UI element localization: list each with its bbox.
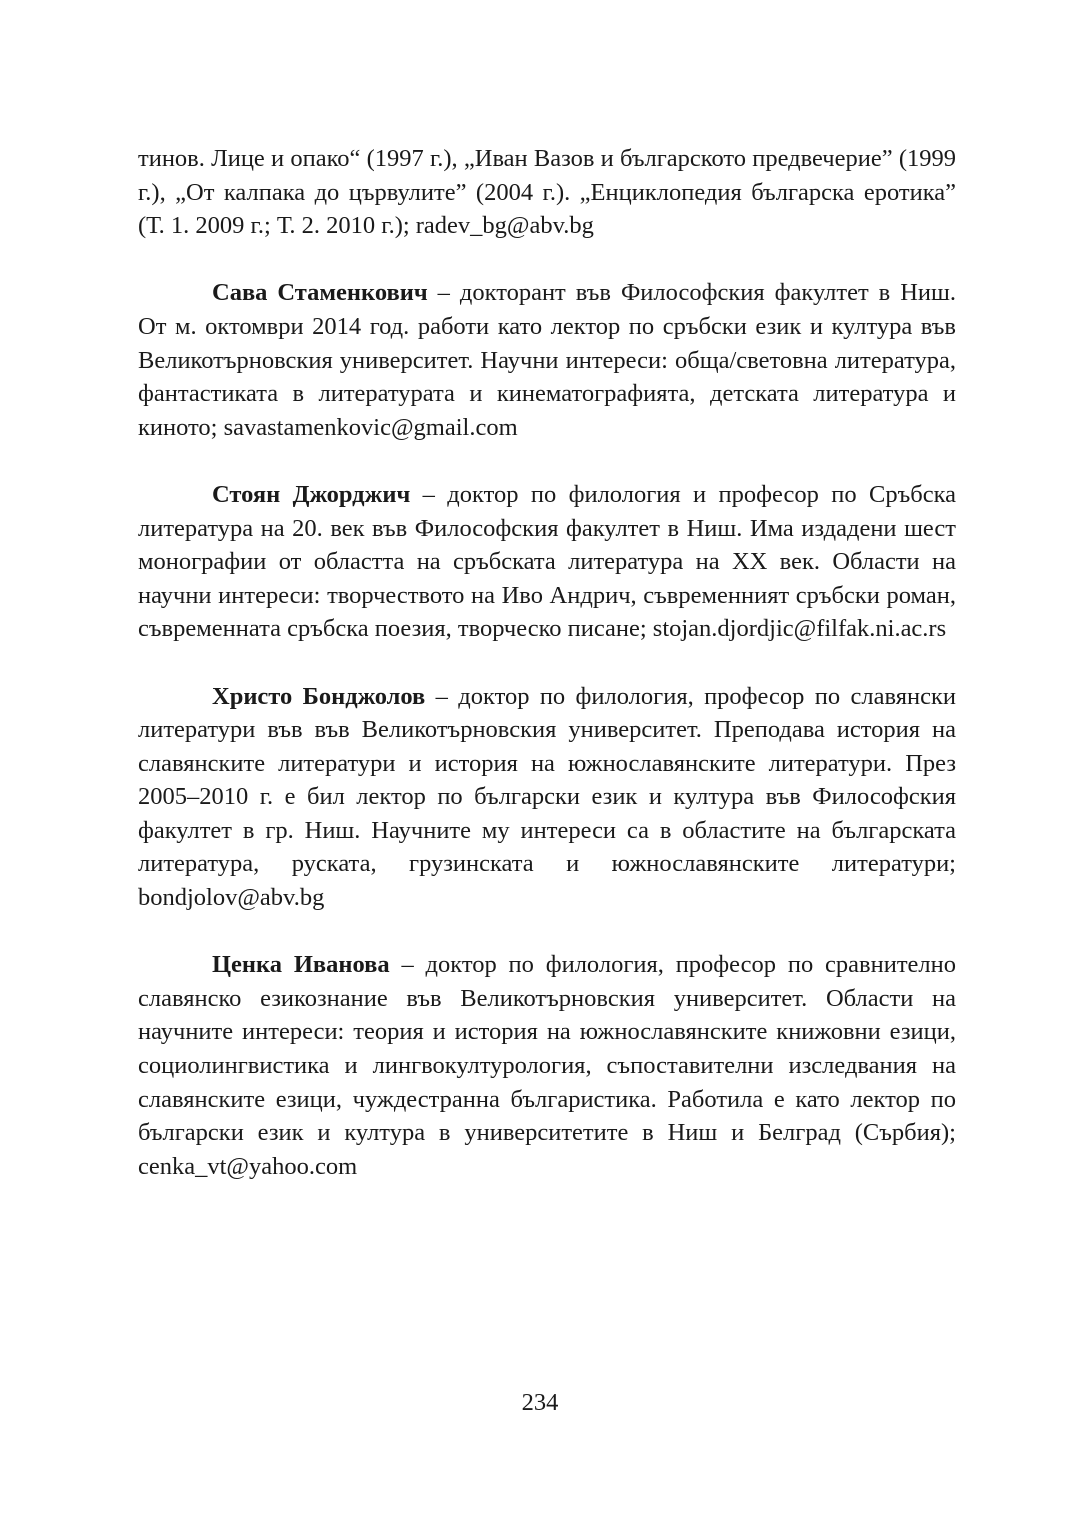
author-name: Стоян Джорджич: [212, 480, 411, 508]
bio-entry-bondjolov: [138, 680, 956, 915]
author-bio: – доктор по филология, професор по славянски литератури във във Великотърновския университет. Преподава история на славянските литератури и история на южнославянските литератури. През 2005–2010 г. е бил лектор по български език и култура във Философския факултет в гр. Ниш. Научните му интереси са в областите на българската литература, руската, грузинската и южнославянските литератури; bondjolov@abv.bg: [138, 682, 956, 912]
page-number: 234: [521, 1389, 559, 1416]
page-body: [138, 142, 956, 1183]
bio-entry-stamenkovic: [138, 276, 956, 444]
bio-entry-ivanova: [138, 948, 956, 1183]
author-bio: – доктор по филология, професор по сравнително славянско езикознание във Великотърновския университет. Области на научните интереси: теория и история на южнославянските книжовни езици, социолингвистика и лингвокултурология, съпоставителни изследвания на славянските езици, чуждестранна българистика. Работила е като лектор по български език и култура в университетите в Ниш и Белград (Сърбия); cenka_vt@yahoo.com: [138, 951, 956, 1180]
author-name: Ценка Иванова: [212, 951, 390, 979]
bio-entry-djordjic: [138, 478, 956, 646]
author-name: Христо Бонджолов: [212, 682, 426, 710]
intro-paragraph: тинов. Лице и опако“ (1997 г.), „Иван Вазов и българското предвечерие” (1999 г.), „От калпака до цървулите” (2004 г.). „Енциклопедия българска еротика” (Т. 1. 2009 г.; Т. 2. 2010 г.); radev_bg@abv.bg: [138, 145, 956, 240]
author-name: Сава Стаменкович: [212, 279, 428, 307]
author-bio: – доктор по филология и професор по Сръбска литература на 20. век във Философския факултет в Ниш. Има издадени шест монографии от областта на сръбската литература на XX век. Области на научни интереси: творчеството на Иво Андрич, съвременният сръбски роман, съвременната сръбска поезия, творческо писане; stojan.djordjic@filfak.ni.ac.rs: [138, 480, 956, 643]
author-bio: – докторант във Философския факултет в Ниш. От м. октомври 2014 год. работи като лектор по сръбски език и култура във Великотърновския университет. Научни интереси: обща/световна литература, фантастиката в литературата и кинематографията, детската литература и киното; savastamenkovic@gmail.com: [138, 279, 956, 441]
